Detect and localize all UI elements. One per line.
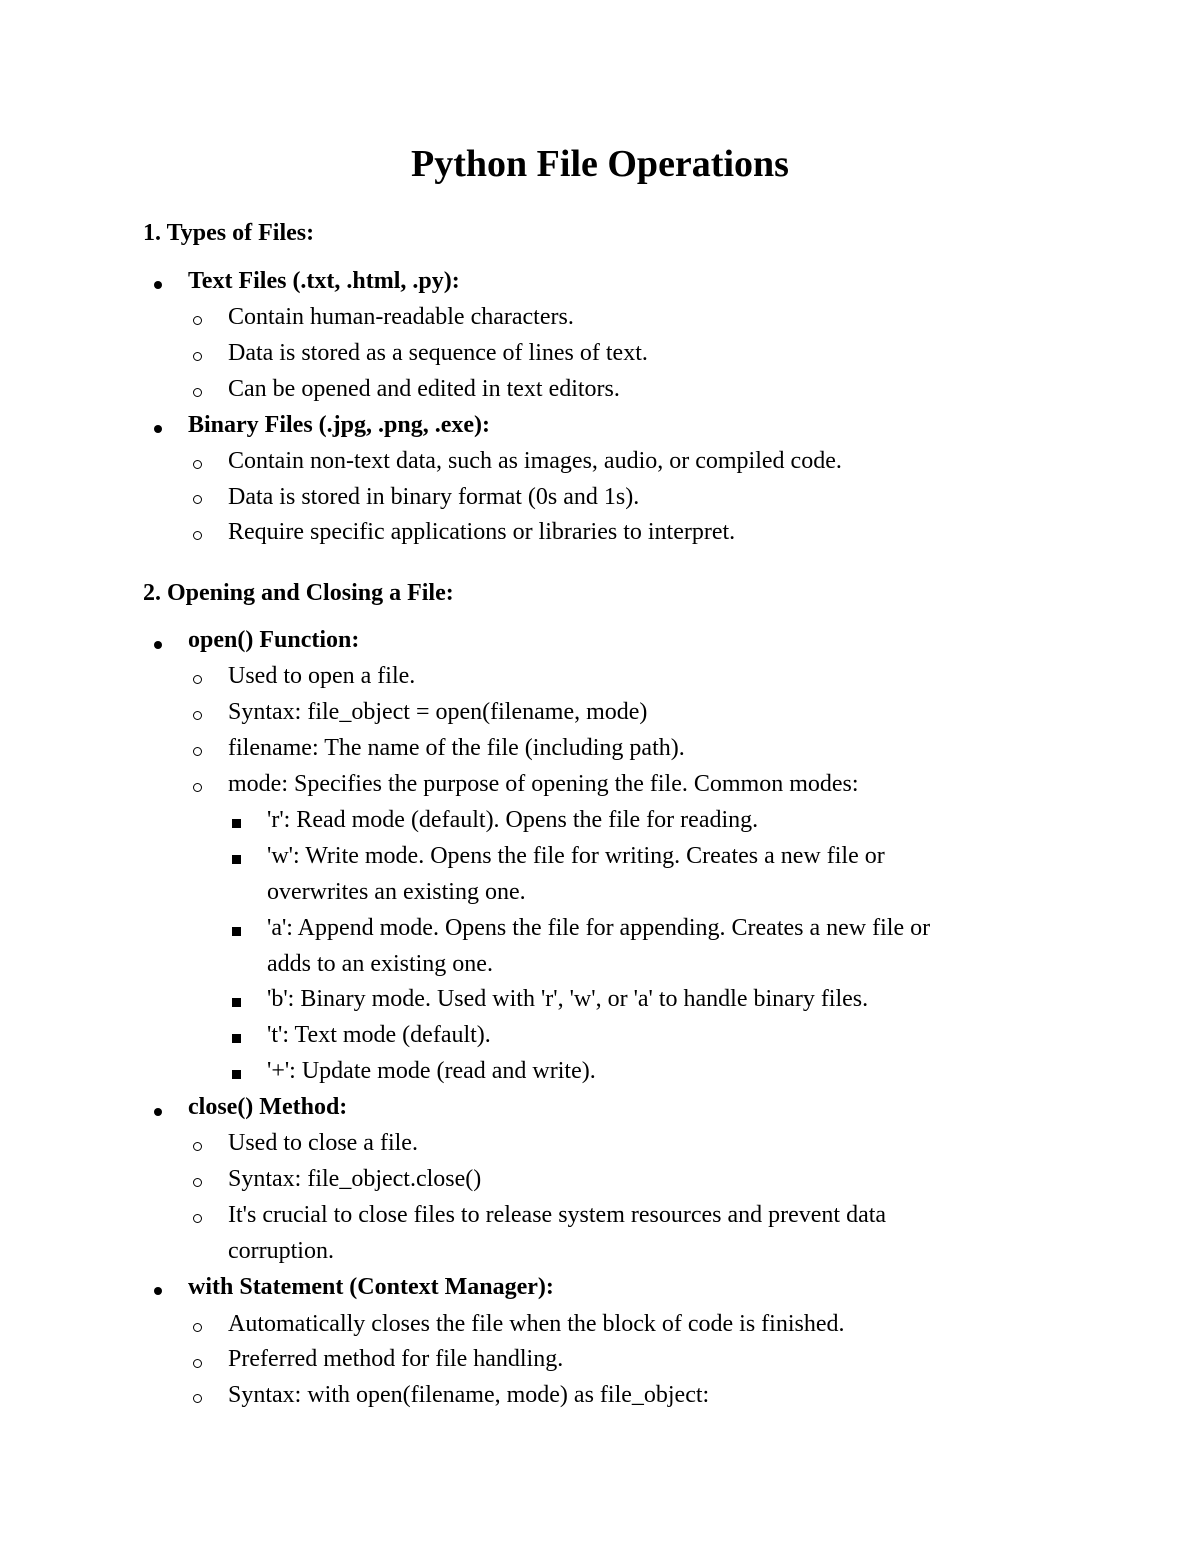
disc-bullet-icon <box>154 425 162 433</box>
section-heading-opening-closing: 2. Opening and Closing a File: <box>143 580 454 606</box>
list-item: Data is stored as a sequence of lines of text. <box>228 340 648 366</box>
square-bullet-icon <box>232 819 241 828</box>
list-item: Syntax: file_object.close() <box>228 1166 482 1192</box>
list-item: Data is stored in binary format (0s and 1s). <box>228 484 640 510</box>
list-item-with-statement: with Statement (Context Manager): <box>188 1274 554 1300</box>
circle-bullet-icon <box>193 675 202 684</box>
circle-bullet-icon <box>193 495 202 504</box>
list-item-mode: 'a': Append mode. Opens the file for appending. Creates a new file or <box>267 915 931 941</box>
list-item: Automatically closes the file when the block of code is finished. <box>228 1311 845 1337</box>
circle-bullet-icon <box>193 783 202 792</box>
circle-bullet-icon <box>193 460 202 469</box>
list-item: Contain non-text data, such as images, audio, or compiled code. <box>228 448 842 474</box>
square-bullet-icon <box>232 1034 241 1043</box>
circle-bullet-icon <box>193 711 202 720</box>
list-item-close-method: close() Method: <box>188 1094 348 1120</box>
list-item-mode: 'r': Read mode (default). Opens the file for reading. <box>267 807 759 833</box>
list-item: Used to open a file. <box>228 663 416 689</box>
circle-bullet-icon <box>193 1323 202 1332</box>
circle-bullet-icon <box>193 1214 202 1223</box>
list-item: Can be opened and edited in text editors. <box>228 376 620 402</box>
circle-bullet-icon <box>193 316 202 325</box>
disc-bullet-icon <box>154 1287 162 1295</box>
list-item: Require specific applications or libraries to interpret. <box>228 519 736 545</box>
square-bullet-icon <box>232 1070 241 1079</box>
list-item-open-function: open() Function: <box>188 627 360 653</box>
list-item: mode: Specifies the purpose of opening the file. Common modes: <box>228 771 859 797</box>
list-item: Used to close a file. <box>228 1130 418 1156</box>
square-bullet-icon <box>232 927 241 936</box>
list-item-mode: 't': Text mode (default). <box>267 1022 491 1048</box>
circle-bullet-icon <box>193 1142 202 1151</box>
circle-bullet-icon <box>193 747 202 756</box>
square-bullet-icon <box>232 855 241 864</box>
list-item-text-files: Text Files (.txt, .html, .py): <box>188 268 460 294</box>
circle-bullet-icon <box>193 1394 202 1403</box>
disc-bullet-icon <box>154 281 162 289</box>
list-item: Contain human-readable characters. <box>228 304 574 330</box>
list-item-mode: 'b': Binary mode. Used with 'r', 'w', or 'a' to handle binary files. <box>267 986 869 1012</box>
list-item: It's crucial to close files to release system resources and prevent data <box>228 1202 887 1228</box>
document-title: Python File Operations <box>411 143 789 185</box>
list-item-continuation: corruption. <box>228 1238 334 1264</box>
list-item-mode-continuation: overwrites an existing one. <box>267 879 526 905</box>
list-item: Syntax: with open(filename, mode) as file_object: <box>228 1382 710 1408</box>
list-item-mode-continuation: adds to an existing one. <box>267 951 493 977</box>
list-item: Preferred method for file handling. <box>228 1346 564 1372</box>
list-item-mode: 'w': Write mode. Opens the file for writing. Creates a new file or <box>267 843 885 869</box>
square-bullet-icon <box>232 998 241 1007</box>
list-item: Syntax: file_object = open(filename, mode) <box>228 699 648 725</box>
disc-bullet-icon <box>154 641 162 649</box>
list-item-mode: '+': Update mode (read and write). <box>267 1058 596 1084</box>
disc-bullet-icon <box>154 1108 162 1116</box>
circle-bullet-icon <box>193 388 202 397</box>
section-heading-types-of-files: 1. Types of Files: <box>143 220 315 246</box>
list-item-binary-files: Binary Files (.jpg, .png, .exe): <box>188 412 490 438</box>
circle-bullet-icon <box>193 1359 202 1368</box>
circle-bullet-icon <box>193 1178 202 1187</box>
list-item: filename: The name of the file (including path). <box>228 735 685 761</box>
circle-bullet-icon <box>193 352 202 361</box>
circle-bullet-icon <box>193 531 202 540</box>
